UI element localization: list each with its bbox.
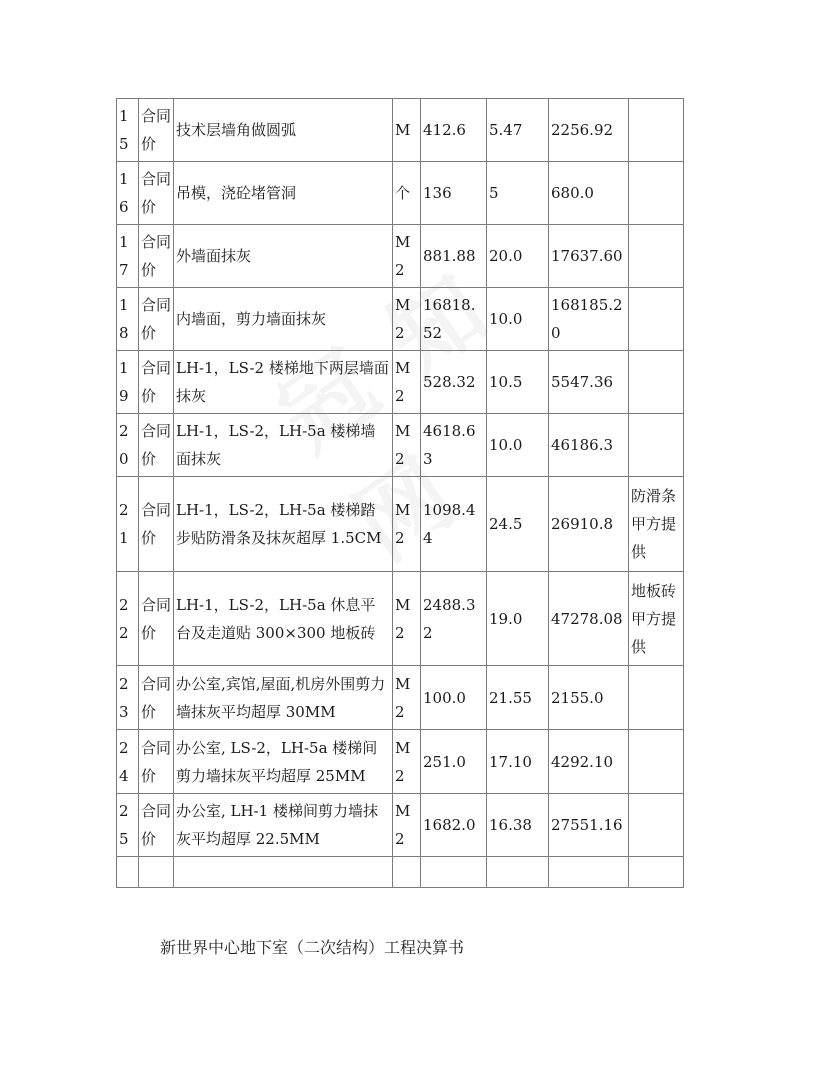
cell-remark <box>629 162 684 225</box>
cell-remark <box>629 730 684 794</box>
cell-quantity: 251.0 <box>421 730 487 794</box>
settlement-table <box>116 98 684 888</box>
cell-remark <box>629 288 684 351</box>
cell-amount <box>549 857 629 888</box>
cell-price-type: 合同价 <box>139 666 174 730</box>
cell-amount: 4292.10 <box>549 730 629 794</box>
cell-unit <box>393 857 421 888</box>
table-row <box>117 666 684 730</box>
cell-item-number: 18 <box>117 288 139 351</box>
cell-item-number <box>117 857 139 888</box>
cell-price-type: 合同价 <box>139 225 174 288</box>
cell-unit: M <box>393 99 421 162</box>
cell-quantity: 4618.63 <box>421 414 487 477</box>
cell-quantity: 1098.44 <box>421 477 487 572</box>
cell-item-number: 19 <box>117 351 139 414</box>
cell-remark <box>629 794 684 857</box>
cell-unit: M2 <box>393 477 421 572</box>
cell-item-number: 17 <box>117 225 139 288</box>
cell-amount: 5547.36 <box>549 351 629 414</box>
cell-amount: 680.0 <box>549 162 629 225</box>
cell-quantity: 881.88 <box>421 225 487 288</box>
cell-amount: 2155.0 <box>549 666 629 730</box>
cell-quantity: 100.0 <box>421 666 487 730</box>
table-row <box>117 414 684 477</box>
table-row <box>117 572 684 666</box>
table-row <box>117 162 684 225</box>
cell-unit-price: 10.0 <box>487 288 549 351</box>
cell-remark <box>629 666 684 730</box>
cell-item-name: LH-1，LS-2，LH-5a 楼梯墙面抹灰 <box>174 414 393 477</box>
table-row <box>117 351 684 414</box>
cell-price-type: 合同价 <box>139 99 174 162</box>
cell-remark <box>629 225 684 288</box>
cell-remark <box>629 351 684 414</box>
cell-price-type: 合同价 <box>139 794 174 857</box>
cell-unit-price: 5 <box>487 162 549 225</box>
cell-item-name: LH-1，LS-2，LH-5a 休息平台及走道贴 300×300 地板砖 <box>174 572 393 666</box>
cell-unit: M2 <box>393 351 421 414</box>
cell-item-name: 办公室, LS-2，LH-5a 楼梯间剪力墙抹灰平均超厚 25MM <box>174 730 393 794</box>
cell-item-name: 办公室, LH-1 楼梯间剪力墙抹灰平均超厚 22.5MM <box>174 794 393 857</box>
cell-item-number: 15 <box>117 99 139 162</box>
cell-quantity: 2488.32 <box>421 572 487 666</box>
cell-amount: 46186.3 <box>549 414 629 477</box>
cell-amount: 47278.08 <box>549 572 629 666</box>
cell-item-number: 22 <box>117 572 139 666</box>
cell-amount: 26910.8 <box>549 477 629 572</box>
cell-quantity: 1682.0 <box>421 794 487 857</box>
cell-item-number: 21 <box>117 477 139 572</box>
document-title: 新世界中心地下室（二次结构）工程决算书 <box>160 938 465 957</box>
cell-price-type: 合同价 <box>139 572 174 666</box>
cell-amount: 168185.20 <box>549 288 629 351</box>
table-row <box>117 730 684 794</box>
cell-unit-price: 20.0 <box>487 225 549 288</box>
cell-item-name: 吊模，浇砼堵管洞 <box>174 162 393 225</box>
cell-unit: M2 <box>393 225 421 288</box>
cell-quantity: 412.6 <box>421 99 487 162</box>
cell-unit: 个 <box>393 162 421 225</box>
cell-item-name: 办公室,宾馆,屋面,机房外围剪力墙抹灰平均超厚 30MM <box>174 666 393 730</box>
cell-item-number: 16 <box>117 162 139 225</box>
table-row <box>117 857 684 888</box>
table-row <box>117 99 684 162</box>
cell-item-name: LH-1，LS-2，LH-5a 楼梯踏步贴防滑条及抹灰超厚 1.5CM <box>174 477 393 572</box>
cell-remark <box>629 414 684 477</box>
cell-unit: M2 <box>393 666 421 730</box>
cell-unit-price: 21.55 <box>487 666 549 730</box>
cell-unit-price: 5.47 <box>487 99 549 162</box>
cell-quantity: 528.32 <box>421 351 487 414</box>
cell-item-number: 23 <box>117 666 139 730</box>
cell-unit-price: 24.5 <box>487 477 549 572</box>
cell-price-type: 合同价 <box>139 730 174 794</box>
cell-unit: M2 <box>393 794 421 857</box>
cell-amount: 2256.92 <box>549 99 629 162</box>
cell-quantity: 16818.52 <box>421 288 487 351</box>
cell-amount: 27551.16 <box>549 794 629 857</box>
cell-remark <box>629 857 684 888</box>
cell-price-type: 合同价 <box>139 162 174 225</box>
cell-unit-price <box>487 857 549 888</box>
table-row <box>117 288 684 351</box>
cell-item-number: 20 <box>117 414 139 477</box>
cell-unit-price: 10.5 <box>487 351 549 414</box>
cell-unit-price: 17.10 <box>487 730 549 794</box>
cell-remark: 地板砖甲方提供 <box>629 572 684 666</box>
cell-item-number: 25 <box>117 794 139 857</box>
cell-unit: M2 <box>393 572 421 666</box>
cell-price-type: 合同价 <box>139 351 174 414</box>
table-row <box>117 477 684 572</box>
cell-unit-price: 19.0 <box>487 572 549 666</box>
cell-item-number: 24 <box>117 730 139 794</box>
cell-quantity <box>421 857 487 888</box>
cell-price-type <box>139 857 174 888</box>
cell-remark <box>629 99 684 162</box>
cell-item-name: 技术层墙角做圆弧 <box>174 99 393 162</box>
cell-item-name <box>174 857 393 888</box>
cell-price-type: 合同价 <box>139 477 174 572</box>
cell-unit: M2 <box>393 414 421 477</box>
cell-remark: 防滑条甲方提供 <box>629 477 684 572</box>
table-row <box>117 225 684 288</box>
cell-item-name: 内墙面，剪力墙面抹灰 <box>174 288 393 351</box>
cell-unit: M2 <box>393 288 421 351</box>
cell-unit-price: 16.38 <box>487 794 549 857</box>
table-row <box>117 794 684 857</box>
cell-price-type: 合同价 <box>139 414 174 477</box>
cell-item-name: 外墙面抹灰 <box>174 225 393 288</box>
cell-quantity: 136 <box>421 162 487 225</box>
cell-unit: M2 <box>393 730 421 794</box>
cell-price-type: 合同价 <box>139 288 174 351</box>
table-body <box>117 99 684 888</box>
cell-item-name: LH-1，LS-2 楼梯地下两层墙面抹灰 <box>174 351 393 414</box>
cell-unit-price: 10.0 <box>487 414 549 477</box>
cell-amount: 17637.60 <box>549 225 629 288</box>
